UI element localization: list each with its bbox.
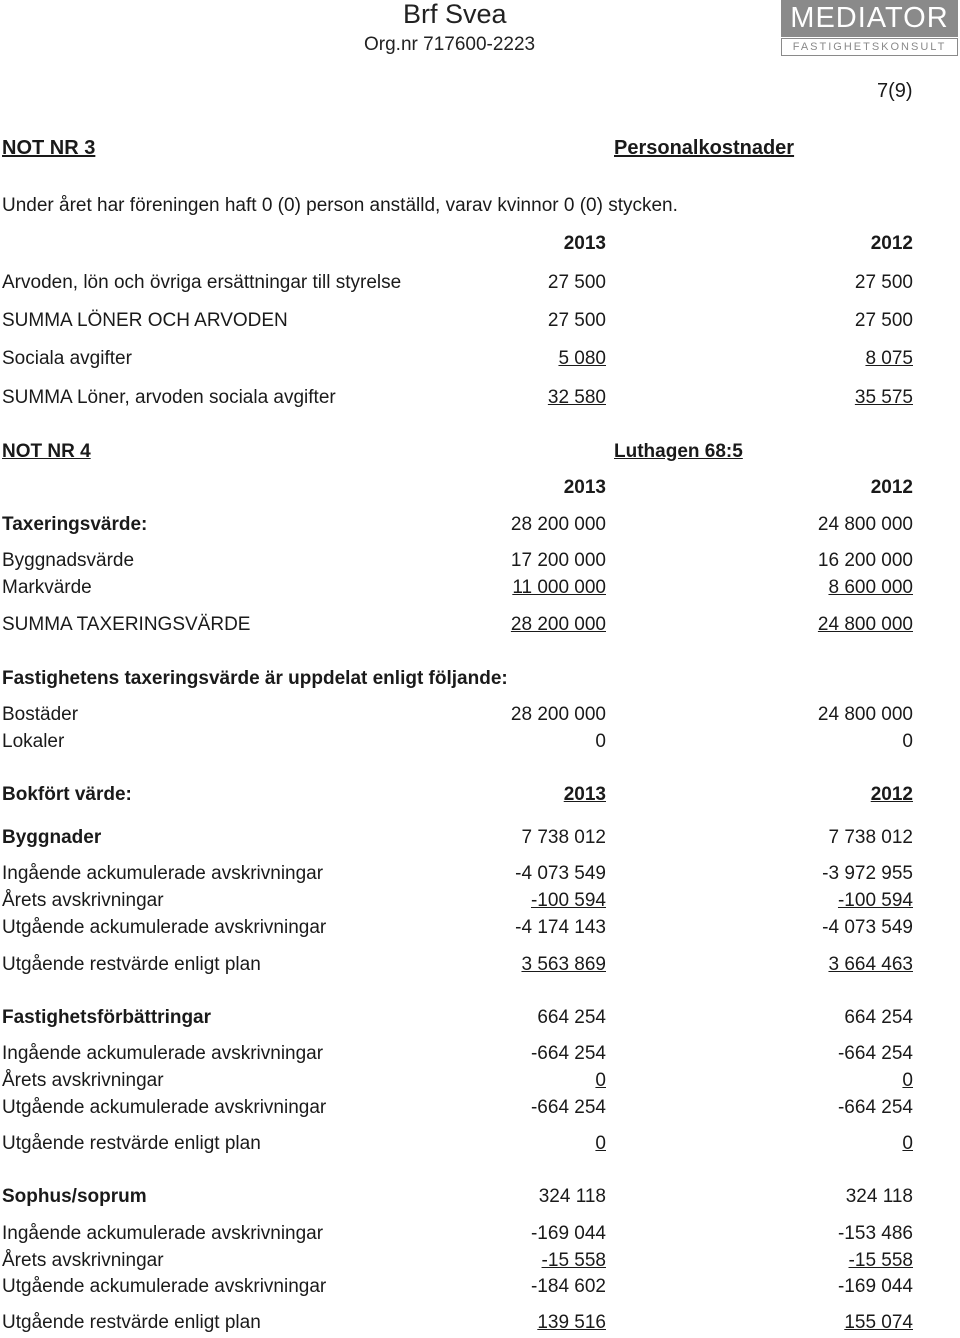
- tax-row: Markvärde 11 000 000 8 600 000: [2, 577, 913, 598]
- group-row: Årets avskrivningar 0 0: [2, 1070, 913, 1091]
- note3-heading-row: [0, 137, 960, 163]
- note3-year-2012: 2012: [870, 233, 913, 254]
- group-row: Utgående ackumulerade avskrivningar -184 602 -169 044: [2, 1276, 913, 1297]
- page-number: 7(9): [877, 80, 913, 102]
- document-title: Brf Svea: [403, 0, 507, 29]
- note3-heading: NOT NR 3: [2, 137, 96, 159]
- org-number: Org.nr 717600-2223: [364, 34, 536, 55]
- note3-row: Arvoden, lön och övriga ersättningar till styrelse 27 500 27 500: [2, 272, 913, 293]
- group-row: Ingående ackumulerade avskrivningar -169 044 -153 486: [2, 1223, 913, 1244]
- tax-row: SUMMA TAXERINGSVÄRDE 28 200 000 24 800 000: [2, 614, 913, 635]
- tax-value-row: Taxeringsvärde: 28 200 000 24 800 000: [2, 514, 913, 535]
- group-row: Utgående restvärde enligt plan 3 563 869 3 664 463: [2, 954, 913, 975]
- book-value-header: Bokfört värde: 2013 2012: [2, 784, 913, 805]
- note4-heading-row: [0, 441, 960, 467]
- group-row: Ingående ackumulerade avskrivningar -4 073 549 -3 972 955: [2, 863, 913, 884]
- note4-year-row: 2013 2012: [563, 477, 913, 498]
- split-row: Lokaler 0 0: [2, 731, 913, 752]
- group-title-row: Fastighetsförbättringar 664 254 664 254: [2, 1007, 913, 1028]
- note3-subject: Personalkostnader: [614, 137, 795, 159]
- note3-year-row: [0, 233, 960, 259]
- tax-row: Byggnadsvärde 17 200 000 16 200 000: [2, 550, 913, 571]
- mediator-logo: MEDIATOR FASTIGHETSKONSULT: [781, 0, 958, 56]
- note3-row: Sociala avgifter 5 080 8 075: [2, 348, 913, 369]
- note3-year-2013: 2013: [563, 233, 606, 254]
- group-row: Utgående ackumulerade avskrivningar -664 254 -664 254: [2, 1097, 913, 1118]
- group-row: Utgående restvärde enligt plan 139 516 155 074: [2, 1312, 913, 1333]
- group-title-row: Byggnader 7 738 012 7 738 012: [2, 827, 913, 848]
- group-row: Utgående restvärde enligt plan 0 0: [2, 1133, 913, 1154]
- note4-subject: Luthagen 68:5: [614, 441, 743, 462]
- note4-heading: NOT NR 4: [2, 441, 91, 462]
- group-row: Årets avskrivningar -100 594 -100 594: [2, 890, 913, 911]
- note3-row: SUMMA LÖNER OCH ARVODEN 27 500 27 500: [2, 310, 913, 331]
- group-row: Ingående ackumulerade avskrivningar -664 254 -664 254: [2, 1043, 913, 1064]
- group-row: Utgående ackumulerade avskrivningar -4 174 143 -4 073 549: [2, 917, 913, 938]
- group-row: Årets avskrivningar -15 558 -15 558: [2, 1250, 913, 1271]
- split-row: Bostäder 28 200 000 24 800 000: [2, 704, 913, 725]
- note3-intro: Under året har föreningen haft 0 (0) person anställd, varav kvinnor 0 (0) stycken.: [2, 195, 678, 216]
- split-heading: Fastighetens taxeringsvärde är uppdelat enligt följande:: [2, 668, 508, 689]
- note3-row: SUMMA Löner, arvoden sociala avgifter 32 580 35 575: [2, 387, 913, 408]
- group-title-row: Sophus/soprum 324 118 324 118: [2, 1186, 913, 1207]
